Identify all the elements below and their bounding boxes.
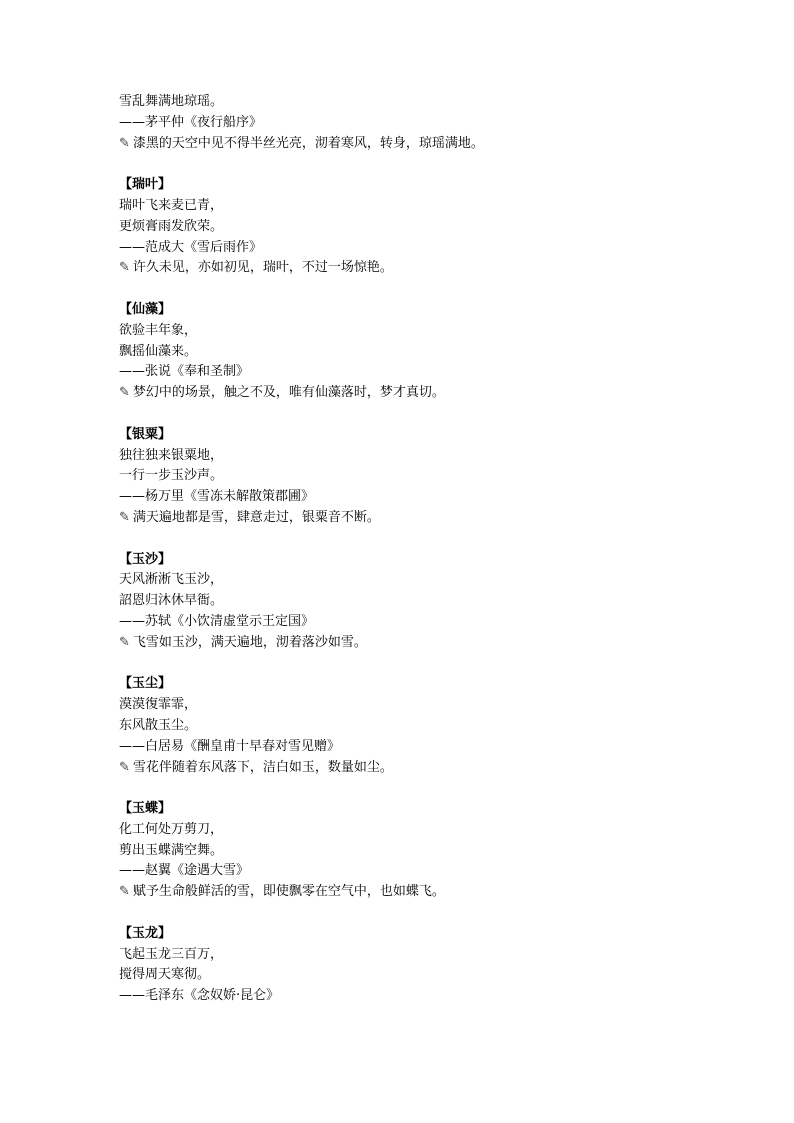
pencil-icon: ✎ (119, 634, 130, 650)
verse-line: 詔恩归沐休早衙。 (119, 593, 224, 609)
entry-heading: 【仙藻】 (119, 301, 172, 317)
verse-line: 搅得周天寒彻。 (119, 967, 211, 983)
intro-verse: 雪乱舞满地琼瑶。 (119, 94, 224, 109)
spacer (119, 778, 739, 799)
entry-source: ——张说《奉和圣制》 (119, 364, 250, 380)
entry-heading: 【玉龙】 (119, 925, 172, 941)
spacer (119, 654, 739, 675)
verse-line: 飘摇仙藻来。 (119, 343, 198, 359)
entry-heading: 【玉尘】 (119, 676, 172, 692)
entry-note (119, 508, 739, 529)
document-body (119, 92, 739, 1007)
entry-source: ——苏轼《小饮清虚堂示王定国》 (119, 613, 315, 629)
entry-source: ——赵翼《途遇大雪》 (119, 863, 250, 879)
verse-line: 飞起玉龙三百万， (119, 946, 224, 962)
spacer (119, 154, 739, 175)
pencil-icon: ✎ (119, 385, 130, 401)
intro-source: ——茅平仲《夜行船序》 (119, 114, 263, 130)
note-text: 雪花伴随着东风落下，洁白如玉，数量如尘。 (132, 759, 393, 775)
note-text: 梦幻中的场景，触之不及，唯有仙藻落时，梦才真切。 (132, 385, 445, 401)
note-text: 许久未见，亦如初见，瑞叶，不过一场惊艳。 (132, 260, 393, 276)
spacer (119, 529, 739, 550)
verse-line: 剪出玉蝶满空舞。 (119, 842, 224, 858)
entry-note (119, 758, 739, 779)
verse-line: 东风散玉尘。 (119, 717, 198, 733)
verse-line: 欲验丰年象， (119, 322, 198, 338)
entry-source: ——毛泽东《念奴娇·昆仑》 (119, 988, 280, 1004)
note-text: 赋予生命般鲜活的雪，即使飘零在空气中，也如蝶飞。 (132, 884, 445, 900)
pencil-icon: ✎ (119, 509, 130, 525)
entry-note (119, 633, 739, 654)
spacer (119, 279, 739, 300)
entry-source: ——白居易《酬皇甫十早春对雪见赠》 (119, 738, 341, 754)
entry-note (119, 383, 739, 404)
verse-line: 更烦膏雨发欣荣。 (119, 218, 224, 234)
note-text: 漆黑的天空中见不得半丝光亮，沏着寒风，转身，琼瑶满地。 (132, 135, 484, 151)
entry-heading: 【瑞叶】 (119, 177, 172, 193)
pencil-icon: ✎ (119, 884, 130, 900)
spacer (119, 404, 739, 425)
verse-line: 天风淅淅飞玉沙， (119, 572, 224, 588)
verse-line: 化工何处万剪刀， (119, 821, 224, 837)
spacer (119, 903, 739, 924)
verse-line: 漠漠復霏霏， (119, 697, 198, 713)
entry-heading: 【银粟】 (119, 426, 172, 442)
entry-source: ——杨万里《雪冻未解散策郡圃》 (119, 489, 315, 505)
note-text: 飞雪如玉沙，满天遍地，沏着落沙如雪。 (132, 634, 367, 650)
pencil-icon: ✎ (119, 759, 130, 775)
entry-heading: 【玉沙】 (119, 551, 172, 567)
verse-line: 瑞叶飞来麦已青， (119, 197, 224, 213)
entry-note (119, 258, 739, 279)
entry-note (119, 882, 739, 903)
intro-note (119, 134, 739, 155)
entry-source: ——范成大《雪后雨作》 (119, 239, 263, 255)
verse-line: 独往独来银粟地， (119, 447, 224, 463)
note-text: 满天遍地都是雪，肆意走过，银粟音不断。 (132, 509, 380, 525)
pencil-icon: ✎ (119, 135, 130, 151)
pencil-icon: ✎ (119, 260, 130, 276)
entry-heading: 【玉蝶】 (119, 801, 172, 817)
verse-line: 一行一步玉沙声。 (119, 468, 224, 484)
